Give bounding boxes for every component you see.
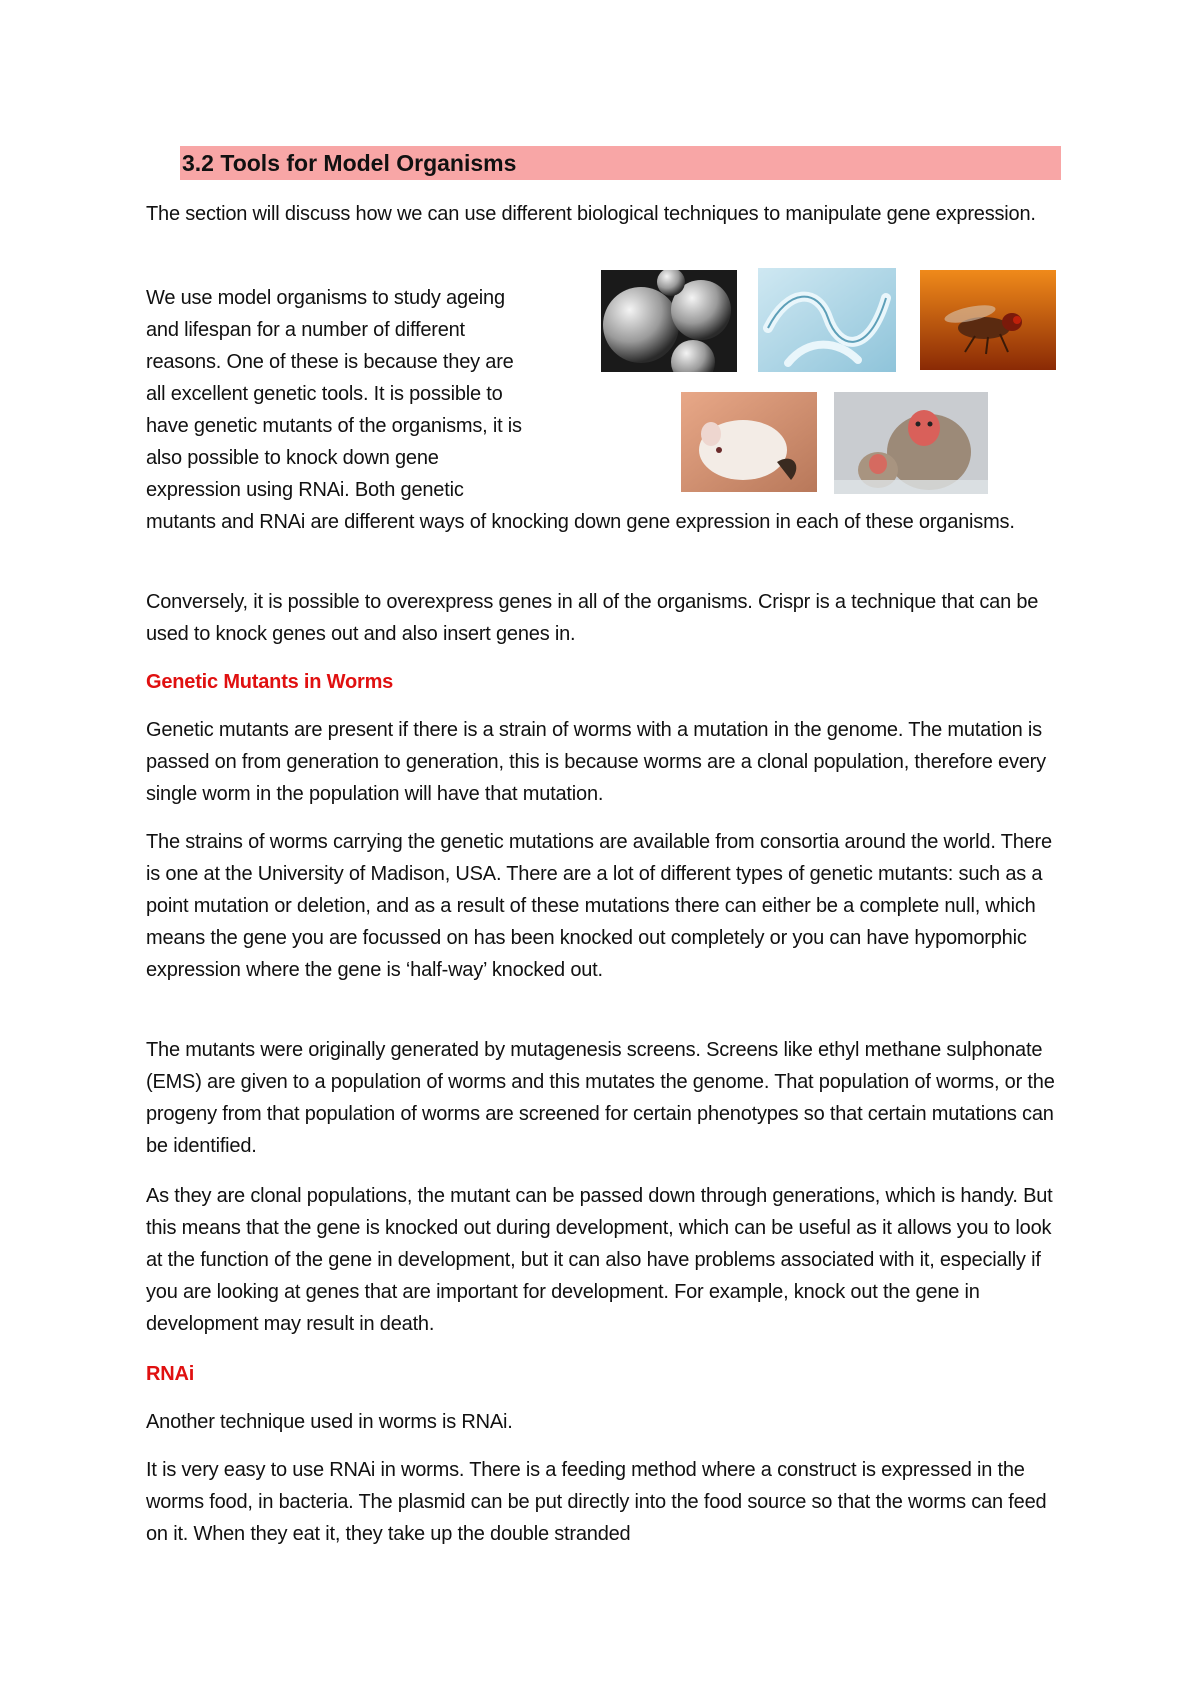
heading-genetic-mutants: Genetic Mutants in Worms <box>146 671 394 693</box>
model-organisms-lines <box>146 282 576 506</box>
rnai-paragraph-2: It is very easy to use RNAi in worms. There is a feeding method where a construct is expressed in the worms food, in bacteria. The plasmid can be put directly into the food source so that the worms can feed on it. When they eat it, they take up the double stranded <box>146 1459 1047 1545</box>
rnai-paragraph-1: Another technique used in worms is RNAi. <box>146 1411 513 1433</box>
mutants-paragraph-3: The mutants were originally generated by mutagenesis screens. Screens like ethyl methane sulphonate (EMS) are given to a population of worms and this mutates the genome. That population of worms, or the progeny from that population of worms are screened for certain phenotypes so that certain mutations can be identified. <box>146 1039 1055 1157</box>
heading-rnai: RNAi <box>146 1363 195 1385</box>
monkey-photo <box>834 392 988 494</box>
text-line: We use model organisms to study ageing <box>146 287 505 309</box>
mutants-paragraph-4: As they are clonal populations, the mutant can be passed down through generations, which is handy. But this means that the gene is knocked out during development, which can be useful as it allows you to look at the function of the gene in development, but it can also have problems associated with it, especially if you are looking at genes that are important for development. For example, knock out the gene in development may result in death. <box>146 1185 1053 1335</box>
text-line: also possible to knock down gene <box>146 447 439 469</box>
text-line: all excellent genetic tools. It is possible to <box>146 383 503 405</box>
section-title-bar <box>180 146 1061 180</box>
section-title: 3.2 Tools for Model Organisms <box>182 150 517 176</box>
conversely-paragraph: Conversely, it is possible to overexpress genes in all of the organisms. Crispr is a technique that can be used to knock genes out and also insert genes in. <box>146 591 1039 645</box>
yeast-photo <box>601 270 737 372</box>
model-organisms-rest: mutants and RNAi are different ways of knocking down gene expression in each of these organisms. <box>146 511 1015 533</box>
intro-paragraph: The section will discuss how we can use different biological techniques to manipulate gene expression. <box>146 203 1036 225</box>
mutants-paragraph-1: Genetic mutants are present if there is a strain of worms with a mutation in the genome. The mutation is passed on from generation to generation, this is because worms are a clonal population, therefore every single worm in the population will have that mutation. <box>146 719 1046 805</box>
fly-photo <box>920 270 1056 370</box>
text-line: expression using RNAi. Both genetic <box>146 479 464 501</box>
text-line: and lifespan for a number of different <box>146 319 465 341</box>
mutants-paragraph-2: The strains of worms carrying the genetic mutations are available from consortia around the world. There is one at the University of Madison, USA. There are a lot of different types of genetic mutants: such as a point mutation or deletion, and as a result of these mutations there can either be a complete null, which means the gene you are focussed on has been knocked out completely or you can have hypomorphic expression where the gene is ‘half-way’ knocked out. <box>146 831 1052 981</box>
worm-photo <box>758 268 896 372</box>
text-line: reasons. One of these is because they are <box>146 351 514 373</box>
mouse-photo <box>681 392 817 492</box>
text-line: have genetic mutants of the organisms, it is <box>146 415 522 437</box>
